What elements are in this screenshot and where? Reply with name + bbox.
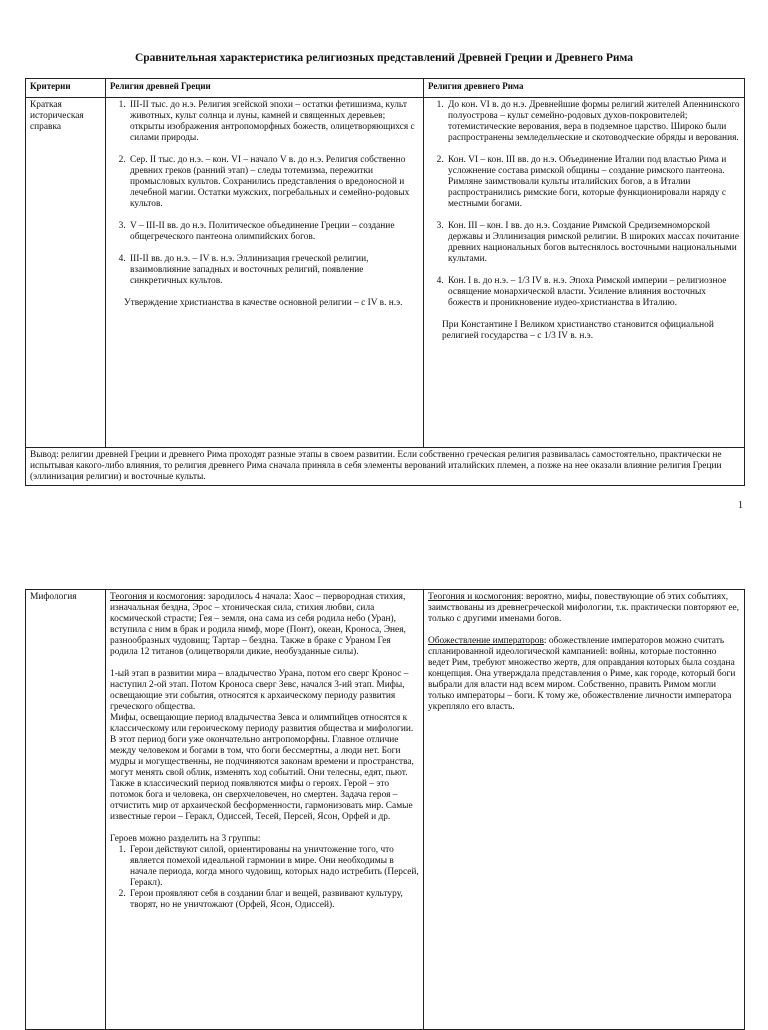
rome-theogony-heading: Теогония и космогония xyxy=(428,592,521,602)
rome-mythology-cell xyxy=(424,590,745,1030)
rome-deification-heading: Обожествление императоров xyxy=(428,636,544,646)
list-item: 4. III-II вв. до н.э. – IV в. н.э. Эллинизация греческой религии, взаимовлияние западных и восточных религий, появление синкретичных культов. xyxy=(128,254,419,287)
greece-stages-paragraph: 1-ый этап в развитии мира – владычество Урана, потом его сверг Кронос – наступил 2-ой этап. Потом Кроноса сверг Зевс, начался 3-ий этап. Мифы, освещающие эти события, относятся к архаическому периоду развития греческого общества. xyxy=(110,669,409,712)
document-title: Сравнительная характеристика религиозных представлений Древней Греции и Древнего Рима xyxy=(134,52,634,64)
heroes-intro: Героев можно разделить на 3 группы: xyxy=(110,834,261,844)
greece-theogony-heading: Теогония и космогония xyxy=(110,592,203,602)
greece-history-cell xyxy=(106,98,424,448)
rome-theogony-paragraph: Теогония и космогония: вероятно, мифы, повествующие об этих событиях, заимствованы из древнегреческой мифологии, т.к. практически повторяют ее, только с другими именами богов. xyxy=(428,592,740,624)
rome-deification-paragraph: Обожествление императоров: обожествление императоров можно считать спланированной идеологической кампанией: войны, которые постоянно ведет Рим, требуют множество жертв, для оправдания которых была создана концепция. Она утверждала представления о Риме, как городе, который боги выбрали для власти над всем миром. Собственно, править Римом могли только императоры – боги. К тому же, обожествление личности императора укрепляло его власть. xyxy=(428,636,736,712)
list-item: 2. Герои проявляют себя в создании благ и вещей, развивают культуру, творят, но не уничтожают (Орфей, Ясон, Одиссей). xyxy=(128,889,419,911)
list-item: 2. Сер. II тыс. до н.э. – кон. VI – начало V в. до н.э. Религия собственно древних греков (ранний этап) – следы тотемизма, пережитки промысловых культов. Сохранились представления о вредоносной и лечебной магии. Остатки мужских, погребальных и семейно-родовых культов. xyxy=(128,155,419,210)
greece-theogony-paragraph: Теогония и космогония: зародилось 4 начала: Хаос – первородная стихия, изначальная бездна, Эрос – хтоническая сила, стихия любви, сила космической страсти; Гея – земля, она сама из себя родила небо (Уран), вступила с ним в брак и родила нимф, море (Понт), океан, Кроноса, Энея, разнообразных чудовищ; Тартар – бездна. Также в браке с Ураном Гея родила 12 титанов (олицетворяли дикие, необузданные силы). xyxy=(110,592,406,657)
list-item: 1. Герои действуют силой, ориентированы на уничтожение того, что является помехой идеальной гармонии в мире. Они необходимы в начале периода, когда много чудовищ, которых надо истребить (Персей, Геракл). xyxy=(128,845,419,889)
list-item: 1. III-II тыс. до н.э. Религия эгейской эпохи – остатки фетишизма, культ животных, культ солнца и луны, камней и священных деревьев; открыты изображения антропоморфных божеств, олицетворяющихся с силами природы. xyxy=(128,100,419,144)
list-item: 4. Кон. I в. до н.э. – 1/3 IV в. н.э. Эпоха Римской империи – религиозное освящение монархической власти. Усиление влияния восточных божеств и проникновение иудео-христианства в Италию. xyxy=(446,276,740,309)
comparison-table-page1 xyxy=(25,78,745,486)
list-item: 2. Кон. VI – кон. III вв. до н.э. Объединение Италии под властью Рима и усложнение состава римской общины – создание римского пантеона. Римляне заимствовали культы италийских богов, а в Италии распространились римские боги, которые функционировали наряду с местными богами. xyxy=(446,155,740,210)
list-item: 3. V – III-II вв. до н.э. Политическое объединение Греции – создание общегреческого пантеона олимпийских богов. xyxy=(128,221,419,243)
rome-history-note: При Константине I Великом христианство становится официальной религией государства – с 1/3 IV в. н.э. xyxy=(442,320,714,341)
header-criteria: Критерии xyxy=(26,79,106,98)
header-rome: Религия древнего Рима xyxy=(424,79,745,98)
header-greece: Религия древней Греции xyxy=(106,79,424,98)
list-item: 3. Кон. III – кон. I вв. до н.э. Создание Римской Средиземноморской державы и Эллинизация римской религии. В широких массах почитание древних национальных богов вытеснялось восточными национальными культами. xyxy=(446,221,740,265)
criterion-history: Краткая историческая справка xyxy=(26,98,106,448)
list-item: 1. До кон. VI в. до н.э. Древнейшие формы религий жителей Апеннинского полуострова – культ семейно-родовых духов-покровителей; тотемистические верования, вера в подземное царство. Широко были распространены земледельческие и скотоводческие обряды и верования. xyxy=(446,100,740,144)
conclusion: Вывод: религии древней Греции и древнего Рима проходят разные этапы в своем развитии. Если собственно греческая религия развивалась самостоятельно, практически не испытывая какого-либо влияния, то религия древнего Рима сначала приняла в себя элементы верований италийских племен, а позже на нее оказали влияние религия Греции (эллинизация религии) и восточные культы. xyxy=(26,448,745,486)
rome-history-cell xyxy=(424,98,745,448)
comparison-table-page2 xyxy=(25,589,745,1030)
greece-history-note: Утверждение христианства в качестве основной религии – с IV в. н.э. xyxy=(124,298,403,308)
criterion-mythology: Мифология xyxy=(26,590,106,1030)
heroes-list xyxy=(110,845,419,911)
greece-classical-paragraph: Мифы, освещающие период владычества Зевса и олимпийцев относятся к классическому или героическому периоду развития общества и мифологии. В этот период боги уже окончательно антропоморфны. Главное отличие между человеком и богами в том, что боги бессмертны, а люди нет. Боги мудры и могущественны, не подчиняются законам времени и пространства, могут менять свой облик, изменять ход событий. Они телесны, едят, пьют. Также в классический период появляются мифы о героях. Герой – это потомок бога и человека, он сверхчеловечен, но смертен. Задача героя – отчистить мир от архаической бесформенности, гармонизовать мир. Самые известные герои – Геракл, Одиссей, Тесей, Персей, Ясон, Орфей и др. xyxy=(110,713,414,822)
rome-history-list xyxy=(428,100,740,309)
greece-mythology-cell xyxy=(106,590,424,1030)
page-number: 1 xyxy=(738,500,743,511)
greece-history-list xyxy=(110,100,419,287)
